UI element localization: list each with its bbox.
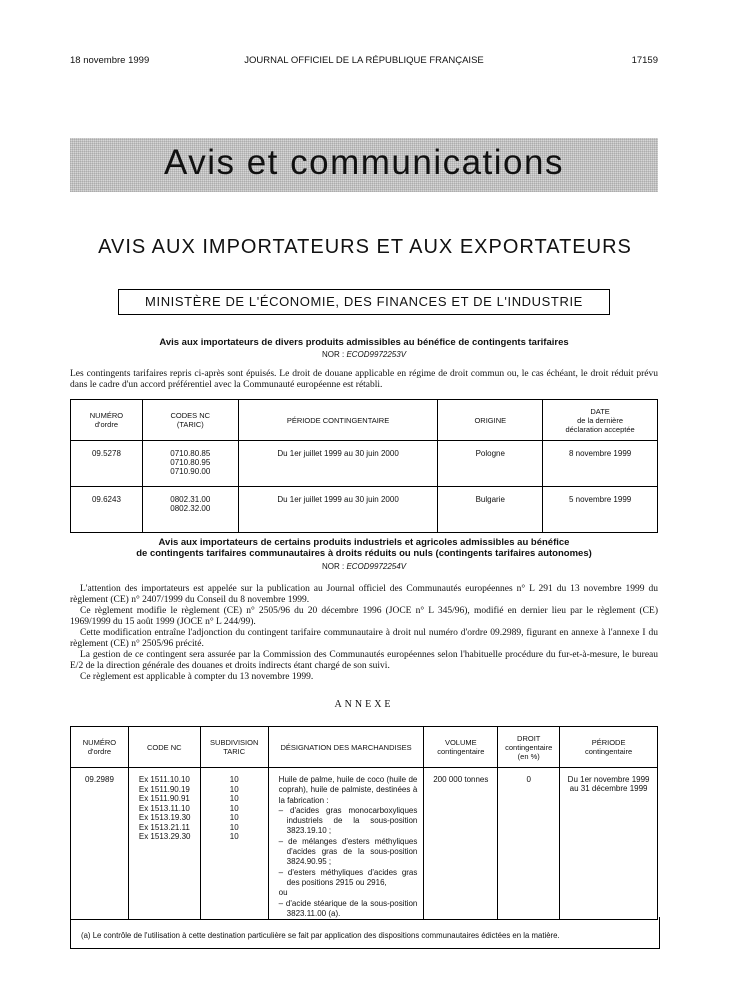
table-row bbox=[71, 487, 658, 533]
annexe-footnote: (a) Le contrôle de l'utilisation à cette destination particulière se fait par application des dispositions communautaires édictées en la matière. bbox=[81, 931, 560, 940]
notice2-title-line1: Avis aux importateurs de certains produits industriels et agricoles admissibles au bénéfice bbox=[158, 537, 570, 548]
row-codes: 0802.31.00 0802.32.00 bbox=[142, 487, 238, 533]
banner-title: Avis et communications bbox=[163, 143, 564, 182]
annexe-codes: Ex 1511.10.10 Ex 1511.90.19 Ex 1511.90.91 Ex 1513.11.10 Ex 1513.19.30 Ex 1513.21.11 Ex 1513.29.30 bbox=[128, 768, 200, 920]
annexe-droit: 0 bbox=[498, 768, 560, 920]
col-codes: CODES NC (TARIC) bbox=[142, 400, 238, 441]
notice2-paragraph: Ce règlement est applicable à compter du 13 novembre 1999. bbox=[80, 672, 314, 682]
journal-title: JOURNAL OFFICIEL DE LA RÉPUBLIQUE FRANÇAISE bbox=[244, 55, 484, 66]
annexe-table-header bbox=[71, 727, 658, 768]
annexe-title: ANNEXE bbox=[334, 699, 394, 710]
row-origine: Pologne bbox=[438, 441, 543, 487]
row-periode: Du 1er juillet 1999 au 30 juin 2000 bbox=[238, 487, 438, 533]
section-title: AVIS AUX IMPORTATEURS ET AUX EXPORTATEURS bbox=[98, 236, 632, 258]
quota-table-header bbox=[71, 400, 658, 441]
row-date: 8 novembre 1999 bbox=[543, 441, 658, 487]
notice1-title: Avis aux importateurs de divers produits admissibles au bénéfice de contingents tarifaires bbox=[159, 337, 569, 348]
page-date: 18 novembre 1999 bbox=[70, 55, 150, 66]
col-origine: ORIGINE bbox=[438, 400, 543, 441]
notice2-paragraph: Ce règlement modifie le règlement (CE) n° 2505/96 du 20 décembre 1996 (JOCE n° L 345/96), modifié en dernier lieu par le règlement (CE) 1969/1999 du 15 août 1999 (JOCE n° L 244/99). bbox=[70, 606, 658, 627]
table-row bbox=[71, 768, 658, 920]
annexe-periode: Du 1er novembre 1999 au 31 décembre 1999 bbox=[560, 768, 658, 920]
row-num: 09.5278 bbox=[71, 441, 143, 487]
notice2-body bbox=[70, 584, 658, 683]
page-number: 17159 bbox=[631, 55, 658, 66]
notice1-text: Les contingents tarifaires repris ci-après sont épuisés. Le droit de douane applicable en régime de droit commun ou, le cas échéant, le droit réduit prévu dans le cadre d'un accord préférentiel avec la Communauté européenne est rétabli. bbox=[70, 369, 658, 390]
col-numero: NUMÉRO d'ordre bbox=[71, 400, 143, 441]
quota-table bbox=[70, 399, 658, 533]
annexe-designation: Huile de palme, huile de coco (huile de coprah), huile de palmiste, destinées à la fabrication : – d'acides gras monocarboxyliques industriels de la sous-position 3823.19.10 ; – de mélanges d'esters méthyliques d'acides gras de la sous-position 3824.90.95 ; – d'esters méthyliques d'acides gras des positions 2915 ou 2916, ou – d'acide stéarique de la sous-position 3823.11.00 (a). bbox=[268, 768, 424, 920]
col-date: DATE de la dernière déclaration acceptée bbox=[543, 400, 658, 441]
notice2-paragraph: La gestion de ce contingent sera assurée par la Commission des Communautés européennes selon l'habituelle procédure du fur-et-à-mesure, le bureau E/2 de la direction générale des douanes et droits indirects étant chargé de son suivi. bbox=[70, 650, 658, 671]
annexe-table bbox=[70, 726, 658, 920]
row-origine: Bulgarie bbox=[438, 487, 543, 533]
ministry-box: MINISTÈRE DE L'ÉCONOMIE, DES FINANCES ET DE L'INDUSTRIE bbox=[118, 289, 610, 315]
notice2-paragraph: Cette modification entraîne l'adjonction du contingent tarifaire communautaire à droit nul numéro d'ordre 09.2989, figurant en annexe à l'annexe I du règlement (CE) n° 2505/96 précité. bbox=[70, 628, 658, 649]
notice1-nor: NOR : ECOD9972253V bbox=[321, 350, 407, 359]
row-codes: 0710.80.85 0710.80.95 0710.90.00 bbox=[142, 441, 238, 487]
row-num: 09.6243 bbox=[91, 495, 121, 504]
col-subdivision: SUBDIVISION TARIC bbox=[200, 727, 268, 768]
col-numero: NUMÉRO d'ordre bbox=[71, 727, 129, 768]
col-designation: DÉSIGNATION DES MARCHANDISES bbox=[268, 727, 424, 768]
col-code-nc: CODE NC bbox=[128, 727, 200, 768]
annexe-volume: 200 000 tonnes bbox=[424, 768, 498, 920]
notice2-paragraph: L'attention des importateurs est appelée sur la publication au Journal officiel des Communautés européennes n° L 291 du 13 novembre 1999 du règlement (CE) n° 2407/1999 du Conseil du 8 novembre 1999. bbox=[70, 584, 658, 605]
notice2-title-line2: de contingents tarifaires communautaires à droits réduits ou nuls (contingents tarifaires autonomes) bbox=[136, 548, 592, 559]
col-periode: PÉRIODE contingentaire bbox=[560, 727, 658, 768]
row-periode: Du 1er juillet 1999 au 30 juin 2000 bbox=[238, 441, 438, 487]
notice2-nor: NOR : ECOD9972254V bbox=[321, 562, 407, 571]
row-date: 5 novembre 1999 bbox=[543, 487, 658, 533]
col-volume: VOLUME contingentaire bbox=[424, 727, 498, 768]
table-row bbox=[71, 441, 658, 487]
col-periode: PÉRIODE CONTINGENTAIRE bbox=[238, 400, 438, 441]
annexe-subdivisions: 10 10 10 10 10 10 10 bbox=[200, 768, 268, 920]
annexe-footnote-box bbox=[70, 917, 660, 949]
col-droit: DROIT contingentaire (en %) bbox=[498, 727, 560, 768]
annexe-num: 09.2989 bbox=[84, 775, 114, 784]
